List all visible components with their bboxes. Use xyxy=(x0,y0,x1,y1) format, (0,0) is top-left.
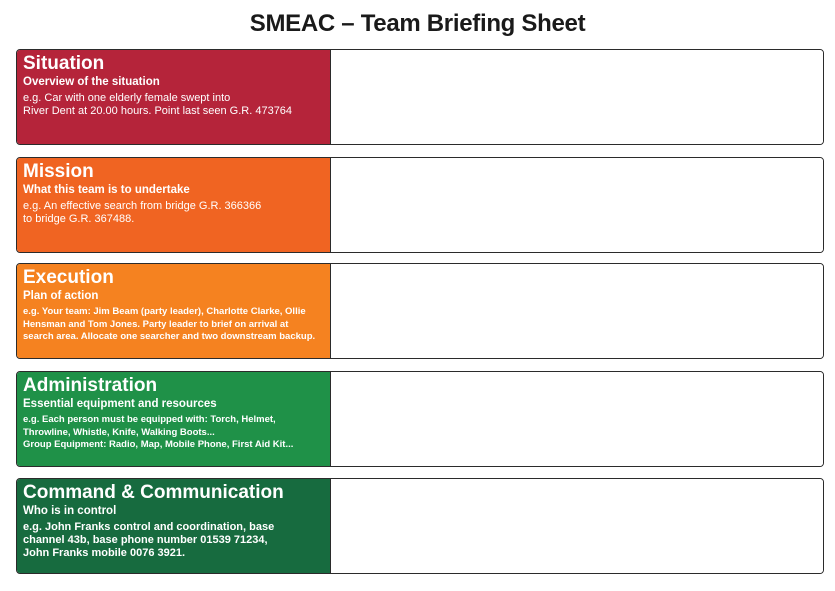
administration-notes-area[interactable] xyxy=(331,372,823,466)
situation-section xyxy=(16,49,824,145)
execution-heading: Execution xyxy=(23,267,114,288)
execution-example: e.g. Your team: Jim Beam (party leader), Charlotte Clarke, Ollie Hensman and Tom Jones. Party leader to brief on arrival at search area. Allocate one searcher and two downstream backup. xyxy=(23,306,316,342)
command-label-panel xyxy=(17,479,331,573)
execution-label-panel xyxy=(17,264,331,358)
administration-label-panel xyxy=(17,372,331,466)
command-section xyxy=(16,478,824,574)
command-example: e.g. John Franks control and coordination, base channel 43b, base phone number 01539 71234, John Franks mobile 0076 3921. xyxy=(23,521,275,559)
mission-label-panel xyxy=(17,158,331,252)
command-notes-area[interactable] xyxy=(331,479,823,573)
mission-section xyxy=(16,157,824,253)
execution-section xyxy=(16,263,824,359)
page-title: SMEAC – Team Briefing Sheet xyxy=(249,10,586,37)
situation-label-panel xyxy=(17,50,331,144)
command-subtitle: Who is in control xyxy=(23,505,117,517)
mission-notes-area[interactable] xyxy=(331,158,823,252)
administration-subtitle: Essential equipment and resources xyxy=(23,398,217,410)
command-heading: Command & Communication xyxy=(23,482,284,503)
situation-example: e.g. Car with one elderly female swept into River Dent at 20.00 hours. Point last seen G.R. 473764 xyxy=(23,92,293,117)
situation-notes-area[interactable] xyxy=(331,50,823,144)
administration-heading: Administration xyxy=(23,375,158,396)
execution-subtitle: Plan of action xyxy=(23,290,99,302)
situation-heading: Situation xyxy=(23,53,105,74)
administration-example: e.g. Each person must be equipped with: Torch, Helmet, Throwline, Whistle, Knife, Walking Boots... Group Equipment: Radio, Map, Mobile Phone, First Aid Kit... xyxy=(23,414,294,450)
administration-section xyxy=(16,371,824,467)
mission-subtitle: What this team is to undertake xyxy=(23,184,190,196)
execution-notes-area[interactable] xyxy=(331,264,823,358)
mission-example: e.g. An effective search from bridge G.R. 366366 to bridge G.R. 367488. xyxy=(23,200,262,225)
mission-heading: Mission xyxy=(23,161,94,182)
situation-subtitle: Overview of the situation xyxy=(23,76,160,88)
